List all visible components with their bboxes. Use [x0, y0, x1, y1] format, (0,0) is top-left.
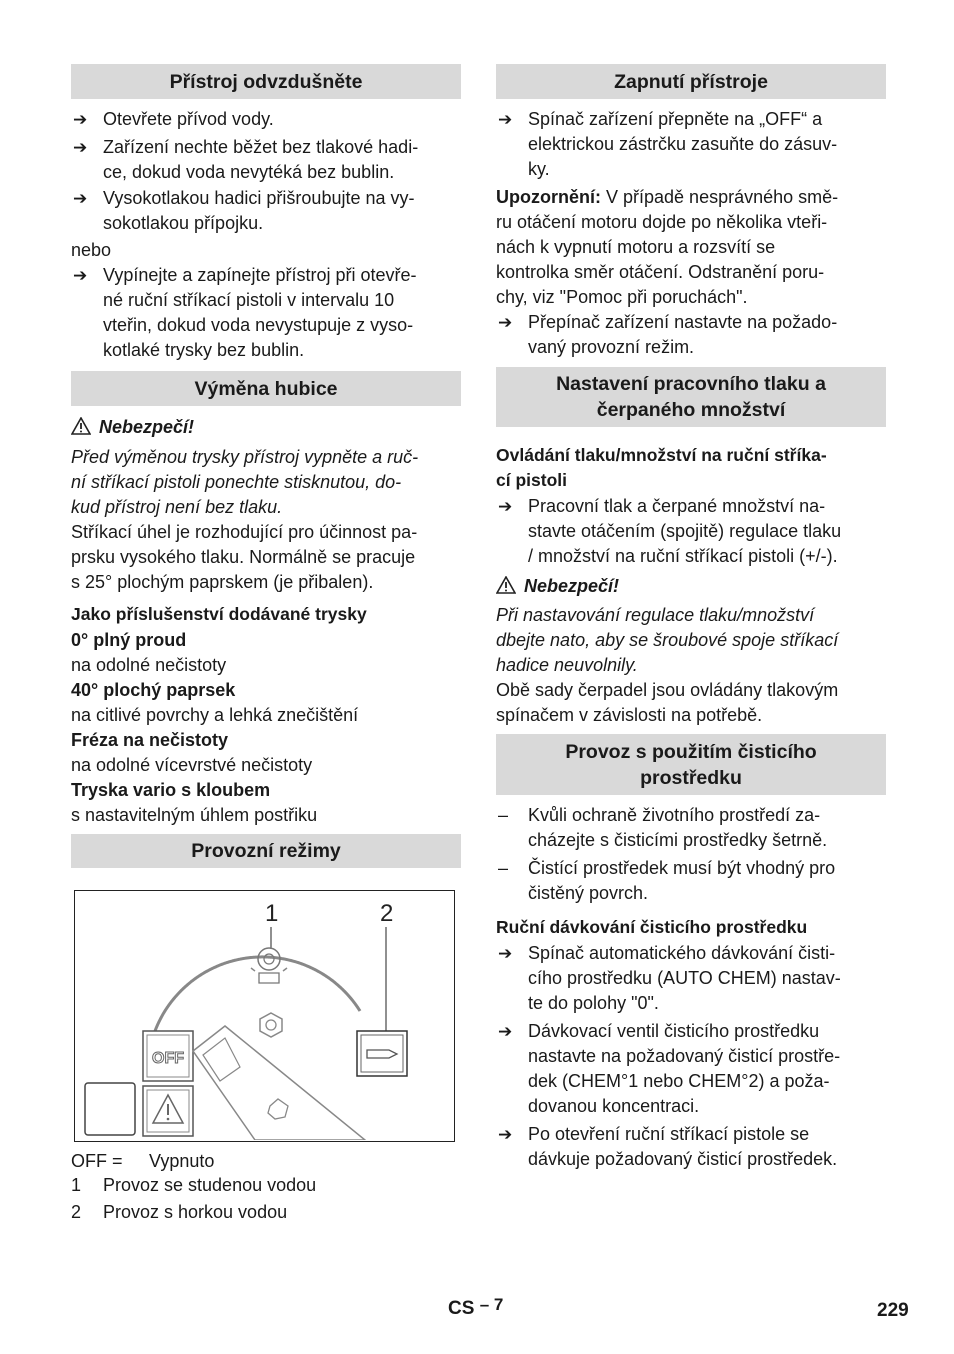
arrow-right-icon: ➔ — [498, 1125, 513, 1144]
nebo-text: nebo — [71, 240, 112, 260]
section-header-start — [496, 64, 886, 99]
nozzle-desc: na odolné nečistoty — [71, 655, 227, 675]
control-panel-figure — [74, 890, 455, 1142]
danger-label: Nebezpečí! — [71, 415, 194, 440]
arrow-right-icon: ➔ — [73, 189, 88, 208]
blank-indicator — [85, 1083, 135, 1135]
list-item-text: Vypínejte a zapínejte přístroj při otevře- né ruční stříkací pistoli v intervalu 10 vteřin, dokud voda nevystupuje z vyso- kotlaké trysky bez bublin. — [103, 265, 417, 360]
paragraph: Stříkací úhel je rozhodující pro účinnost pa- prsku vysokého tlaku. Normálně se pracuje s 25° plochým paprskem (je přibalen). — [71, 522, 418, 592]
section-title: Výměna hubice — [194, 377, 338, 400]
list-item-text: Spínač zařízení přepněte na „OFF“ a elektrickou zástrčku zasuňte do zásuv- ky. — [528, 109, 838, 179]
arrow-right-icon: ➔ — [73, 110, 88, 129]
section-header-nozzle — [71, 371, 461, 406]
warning-lamp-icon — [143, 1086, 193, 1136]
nozzle-name: Tryska vario s kloubem — [71, 780, 271, 800]
list-item-text: Zařízení nechte běžet bez tlakové hadi- ce, dokud voda nevytéká bez bublin. — [103, 137, 419, 182]
footer-section: CS – 7 — [448, 1295, 504, 1319]
cold-water-icon — [258, 948, 280, 983]
svg-text:OFF: OFF — [152, 1050, 184, 1067]
legend-2: 2 Provoz s horkou vodou — [71, 1202, 288, 1222]
danger-text: Při nastavování regulace tlaku/množství dbejte nato, aby se šroubové spoje stříkací hadice neuvolnily. — [496, 605, 839, 675]
list-item-text: Čistící prostředek musí být vhodný pro čistěný povrch. — [528, 858, 836, 903]
knob-center-icon — [260, 1013, 282, 1037]
list-item-text: Spínač automatického dávkování čisti- cího prostředku (AUTO CHEM) nastav- te do polohy "0". — [528, 943, 841, 1013]
list-item: – Kvůli ochraně životního prostředí za- cházejte s čisticími prostředky šetrně. — [498, 805, 828, 850]
nozzle-desc: na odolné vícevrstvé nečistoty — [71, 755, 313, 775]
list-item: – Čistící prostředek musí být vhodný pro čistěný povrch. — [498, 858, 836, 903]
selector-knob-lever — [193, 1026, 365, 1140]
callout-1: 1 — [265, 900, 279, 927]
nozzle-desc: s nastavitelným úhlem postřiku — [71, 805, 318, 825]
nozzle-name: 40° plochý paprsek — [71, 680, 236, 700]
list-item — [71, 186, 461, 236]
list-item — [496, 1122, 886, 1172]
page-number: 229 — [877, 1300, 909, 1321]
list-item-text: Přepínač zařízení nastavte na požado- vaný provozní režim. — [528, 312, 838, 357]
nozzle-name: 0° plný proud — [71, 630, 187, 650]
subheading: Ruční dávkování čisticího prostředku — [496, 917, 808, 937]
warning-triangle-icon — [71, 417, 91, 435]
list-item — [496, 494, 886, 569]
list-item — [71, 135, 461, 185]
section-title: Provoz s použitím čisticího prostředku — [565, 740, 817, 789]
list-item — [496, 310, 886, 360]
section-title: Nastavení pracovního tlaku a čerpaného množství — [556, 373, 826, 421]
list-item — [496, 941, 886, 1016]
danger-text: Před výměnou trysky přístroj vypněte a ruč- ní stříkací pistoli ponechte stisknutou, do- kud přístroj není bez tlaku. — [71, 447, 419, 517]
arrow-right-icon: ➔ — [498, 110, 513, 129]
arrow-right-icon: ➔ — [498, 313, 513, 332]
control-panel-illustration — [75, 891, 453, 1140]
arrow-right-icon: ➔ — [498, 944, 513, 963]
section-title: Provozní režimy — [191, 840, 341, 862]
legend-off: OFF = Vypnuto — [71, 1151, 215, 1171]
list-item-text: Otevřete přívod vody. — [103, 109, 274, 129]
arrow-right-icon: ➔ — [498, 497, 513, 516]
nozzle-desc: na citlivé povrchy a lehká znečištění — [71, 705, 359, 725]
section-header-detergent — [496, 734, 886, 795]
list-item-text: Kvůli ochraně životního prostředí za- cházejte s čisticími prostředky šetrně. — [528, 805, 828, 850]
arrow-right-icon: ➔ — [73, 138, 88, 157]
list-item-text: Vysokotlakou hadici přišroubujte na vy- sokotlakou přípojku. — [103, 188, 415, 233]
section-header-pressure — [496, 367, 886, 427]
list-item-text: Dávkovací ventil čisticího prostředku nastavte na požadovaný čisticí prostře- dek (CHEM°1 nebo CHEM°2) a poža- dovanou koncentraci. — [528, 1021, 841, 1116]
list-item — [71, 107, 461, 132]
callout-2: 2 — [380, 900, 394, 927]
danger-label: Nebezpečí! — [496, 574, 619, 599]
section-header-vent — [71, 64, 461, 99]
list-item-text: Pracovní tlak a čerpané množství na- stavte otáčením (spojitě) regulace tlaku / množství na ruční stříkací pistoli (+/-). — [528, 496, 842, 566]
hot-water-mode-icon — [357, 1031, 407, 1076]
arrow-right-icon: ➔ — [73, 266, 88, 285]
off-switch-icon — [143, 1031, 193, 1081]
section-title: Zapnutí přístroje — [614, 70, 768, 93]
paragraph: Obě sady čerpadel jsou ovládány tlakovým spínačem v závislosti na potřebě. — [496, 680, 839, 725]
legend-1: 1 Provoz se studenou vodou — [71, 1175, 317, 1195]
section-header-modes — [71, 834, 461, 868]
section-title: Přístroj odvzdušněte — [169, 70, 363, 93]
subheading: Ovládání tlaku/množství na ruční stříka- cí pistoli — [496, 445, 827, 490]
note-paragraph: Upozornění: V případě nesprávného smě- ru otáčení motoru dojde po několika vteři- nách k vypnutí motoru a rozsvítí se kontrolka směr otáčení. Odstranění poru- chy, viz "Pomoc při poruchách". — [496, 187, 839, 307]
list-item — [496, 1019, 886, 1119]
list-item — [71, 263, 461, 363]
list-item-text: Po otevření ruční stříkací pistole se dávkuje požadovaný čisticí prostředek. — [528, 1124, 838, 1169]
subheading: Jako příslušenství dodávané trysky — [71, 604, 367, 624]
list-item — [496, 107, 886, 182]
warning-triangle-icon — [496, 576, 516, 594]
nozzle-name: Fréza na nečistoty — [71, 730, 229, 750]
arrow-right-icon: ➔ — [498, 1022, 513, 1041]
